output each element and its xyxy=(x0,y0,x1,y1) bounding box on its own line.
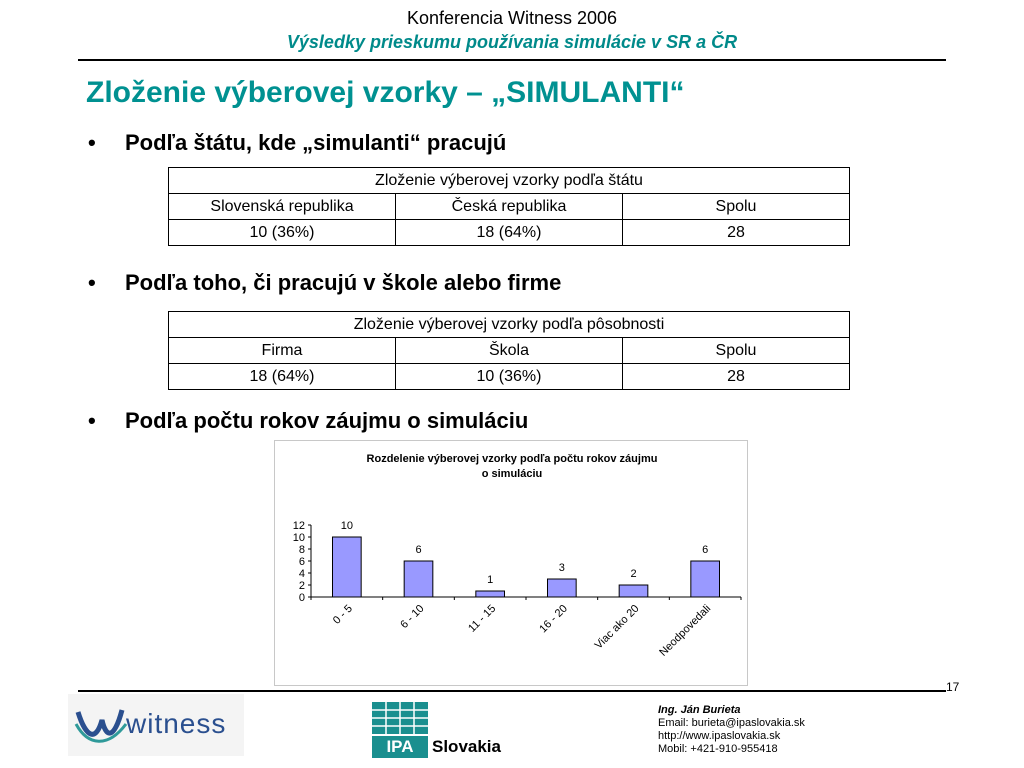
table-header-cell: Česká republika xyxy=(396,194,623,220)
table-header-cell: Spolu xyxy=(623,338,850,364)
table-row xyxy=(169,168,850,194)
contact-mobile: Mobil: +421-910-955418 xyxy=(658,743,778,755)
chart-bar xyxy=(333,537,362,597)
chart-y-tick-label: 0 xyxy=(298,592,305,604)
chart-y-tick-label: 4 xyxy=(298,568,305,580)
chart-y-tick-label: 2 xyxy=(298,580,305,592)
table-row xyxy=(169,194,850,220)
chart-category-label: 11 - 15 xyxy=(466,602,499,635)
ipa-grid-icon xyxy=(372,702,428,734)
footer-divider xyxy=(78,690,946,692)
chart-title-line: o simuláciu xyxy=(481,468,543,480)
witness-logo-text: witness xyxy=(126,708,227,739)
bar-chart xyxy=(274,440,748,686)
chart-y-tick-label: 12 xyxy=(292,520,305,532)
chart-category-label: Viac ako 20 xyxy=(592,602,642,652)
slovakia-logo-text: Slovakia xyxy=(432,737,501,756)
table-cell: 18 (64%) xyxy=(396,220,623,246)
contact-web: http://www.ipaslovakia.sk xyxy=(658,730,781,742)
bullet-text: Podľa štátu, kde „simulanti“ pracujú xyxy=(125,130,507,155)
bullet-item xyxy=(88,408,528,434)
contact-name: Ing. Ján Burieta xyxy=(658,704,741,716)
bullet-item xyxy=(88,130,506,156)
table-cell: 28 xyxy=(623,220,850,246)
bullet-text: Podľa počtu rokov záujmu o simuláciu xyxy=(125,408,529,433)
table-row xyxy=(169,220,850,246)
ipa-logo xyxy=(372,702,512,758)
chart-y-tick-label: 6 xyxy=(298,556,305,568)
table-cell: 28 xyxy=(623,364,850,390)
witness-logo xyxy=(68,694,244,756)
table-header-cell: Firma xyxy=(169,338,396,364)
witness-swoosh-icon xyxy=(68,694,128,756)
chart-canvas xyxy=(275,441,749,687)
chart-y-tick-label: 8 xyxy=(298,544,305,556)
table-row xyxy=(169,338,850,364)
table-row xyxy=(169,312,850,338)
bullet-dot-icon: • xyxy=(88,408,96,433)
chart-category-label: Neodpovedali xyxy=(657,602,714,659)
chart-bar xyxy=(476,591,505,597)
table-header-cell: Škola xyxy=(396,338,623,364)
presentation-subtitle: Výsledky prieskumu používania simulácie v SR a ČR xyxy=(286,32,738,52)
chart-data-label: 3 xyxy=(558,562,565,574)
table-cell: 18 (64%) xyxy=(169,364,396,390)
chart-data-label: 6 xyxy=(702,544,709,556)
page-number: 17 xyxy=(946,680,960,694)
table-cell: 10 (36%) xyxy=(169,220,396,246)
table-caption: Zloženie výberovej vzorky podľa pôsobnosti xyxy=(169,312,850,338)
table-header-cell: Spolu xyxy=(623,194,850,220)
conference-title: Konferencia Witness 2006 xyxy=(406,8,618,28)
chart-bar xyxy=(619,585,648,597)
chart-y-tick-label: 10 xyxy=(292,532,305,544)
bullet-text: Podľa toho, či pracujú v škole alebo firme xyxy=(125,270,562,295)
chart-data-label: 10 xyxy=(340,520,353,532)
header-divider xyxy=(78,59,946,61)
chart-data-label: 2 xyxy=(630,568,637,580)
bullet-dot-icon: • xyxy=(88,130,96,155)
chart-plot-area xyxy=(293,520,741,659)
bullet-item xyxy=(88,270,561,296)
contact-email: Email: burieta@ipaslovakia.sk xyxy=(658,717,805,729)
chart-category-label: 6 - 10 xyxy=(398,602,427,632)
table-by-scope xyxy=(168,311,850,390)
bullet-dot-icon: • xyxy=(88,270,96,295)
chart-title-line: Rozdelenie výberovej vzorky podľa počtu rokov záujmu xyxy=(366,453,658,465)
chart-bar xyxy=(548,579,577,597)
contact-block xyxy=(658,704,805,756)
chart-category-label: 16 - 20 xyxy=(537,602,570,636)
chart-data-label: 1 xyxy=(487,574,494,586)
table-cell: 10 (36%) xyxy=(396,364,623,390)
table-by-state xyxy=(168,167,850,246)
ipa-logo-text: IPA xyxy=(372,736,428,758)
chart-data-label: 6 xyxy=(415,544,422,556)
chart-bar xyxy=(404,561,433,597)
table-caption: Zloženie výberovej vzorky podľa štátu xyxy=(169,168,850,194)
chart-category-label: 0 - 5 xyxy=(330,602,355,627)
slide-title: Zloženie výberovej vzorky – „SIMULANTI“ xyxy=(86,76,685,109)
table-header-cell: Slovenská republika xyxy=(169,194,396,220)
chart-bar xyxy=(691,561,720,597)
table-row xyxy=(169,364,850,390)
